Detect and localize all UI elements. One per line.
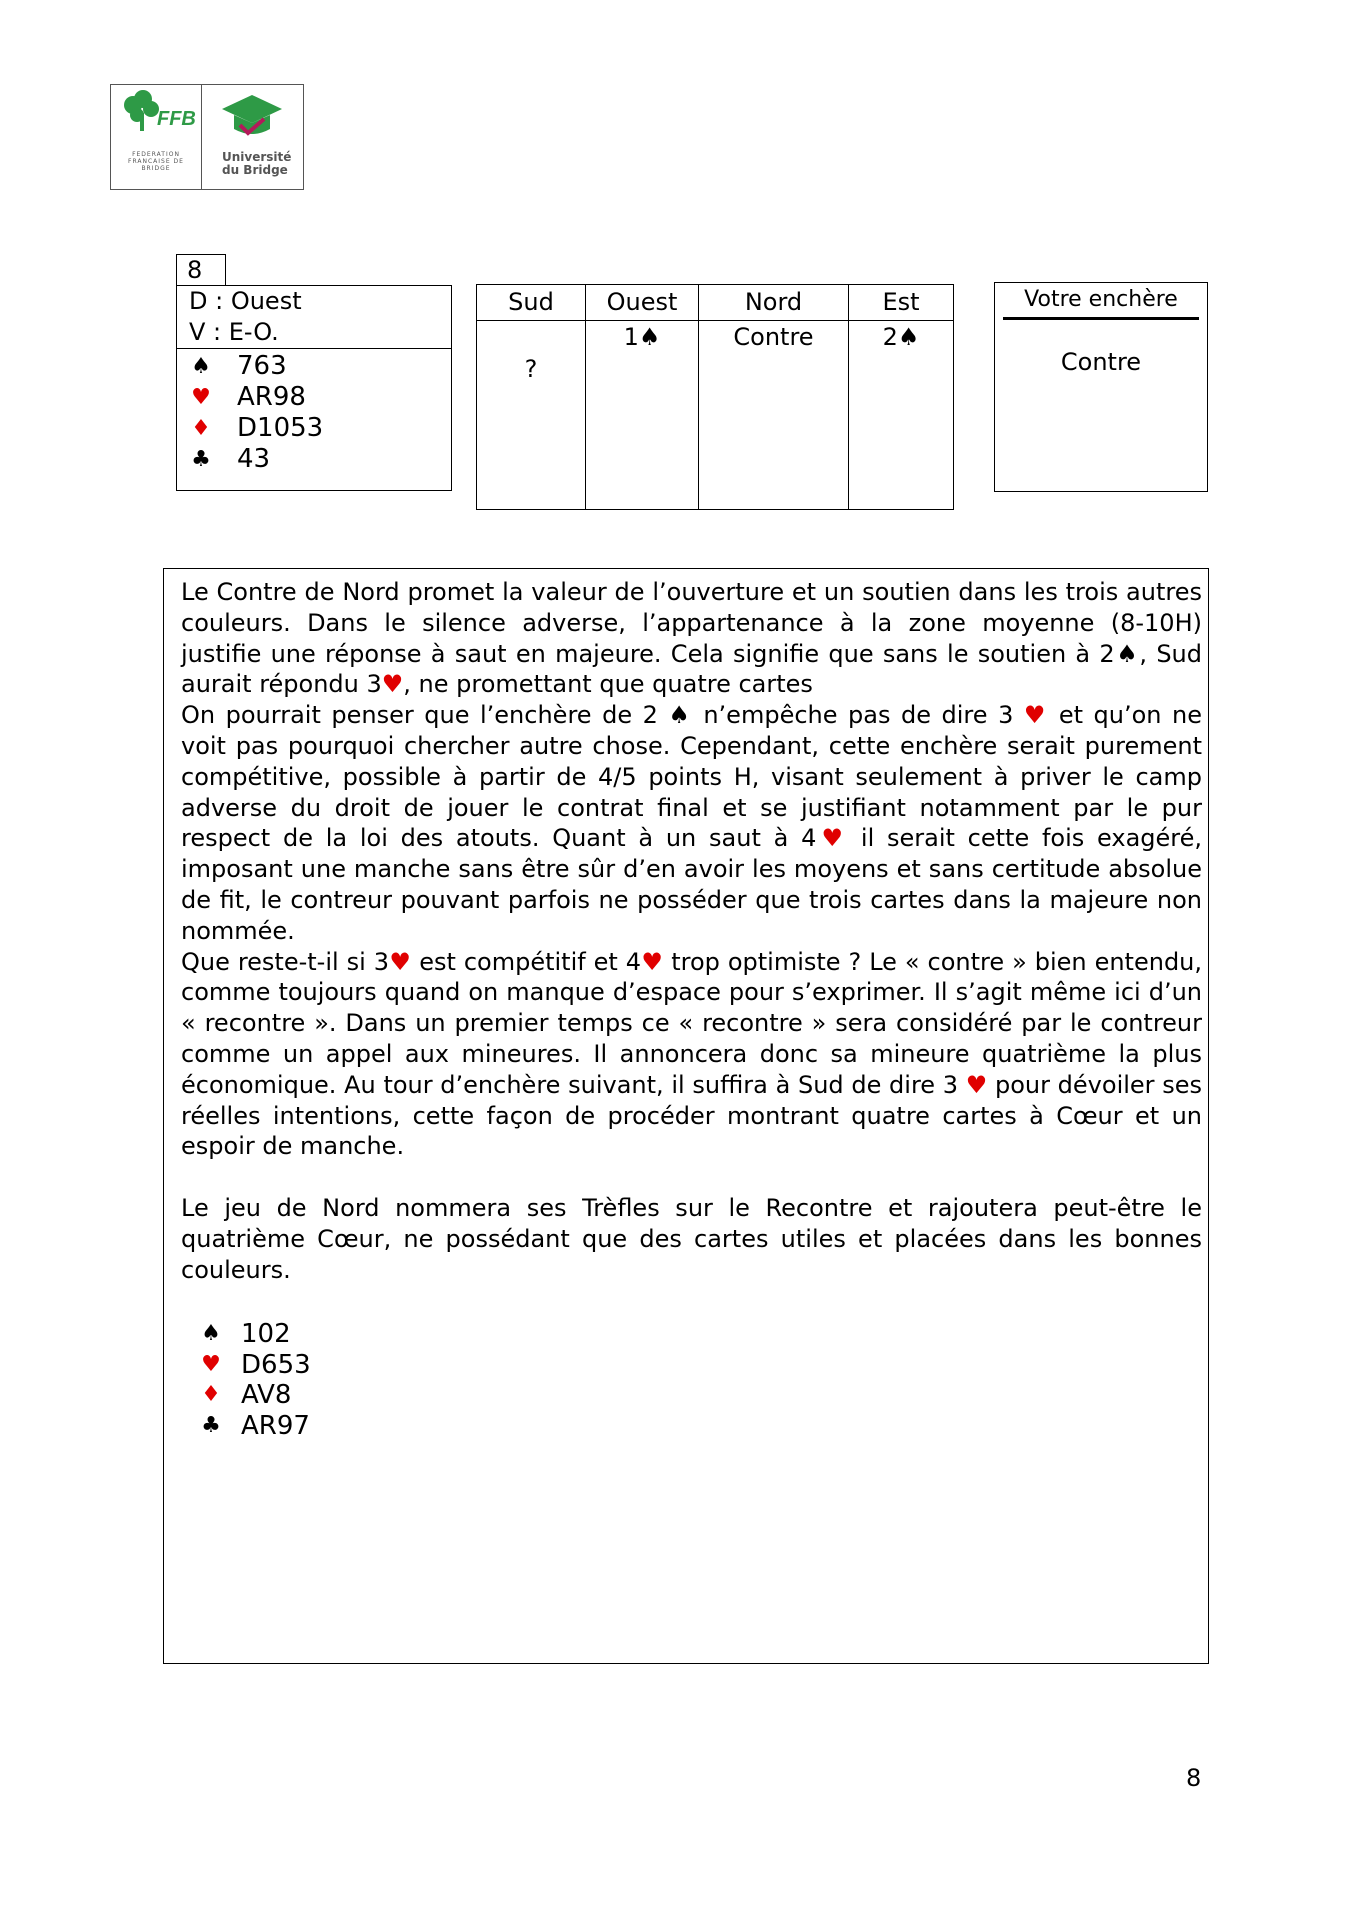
bid-header-ouest: Ouest (586, 285, 698, 321)
clubs-cards: 43 (237, 444, 271, 474)
ffb-short-text: FFB (157, 108, 196, 130)
commentary-box (163, 568, 1209, 1664)
red-suit-icon: ♥ (816, 824, 849, 853)
ffb-logo (111, 85, 202, 189)
bid-col-est (849, 285, 953, 509)
bid-header-nord: Nord (699, 285, 848, 321)
north-hand (181, 1319, 1202, 1441)
north-spades-cards: 102 (241, 1319, 291, 1350)
club-icon: ♣ (191, 447, 211, 472)
hearts-cards: AR98 (237, 382, 306, 412)
mortarboard-icon (202, 85, 302, 149)
heart-icon: ♥ (191, 385, 211, 410)
comment-paragraph-1: Le Contre de Nord promet la valeur de l’ouverture et un soutien dans les trois autres couleurs. Dans le silence adverse, l’appartenance à la zone moyenne (8-10H) justifie une réponse à saut en majeure. Cela signifie que sans le soutien à 2♠, Sud aurait répondu 3♥, ne promettant que quatre cartes (181, 578, 1202, 699)
club-icon: ♣ (201, 1412, 221, 1438)
votre-enchere-title: Votre enchère (1003, 285, 1199, 320)
north-row-spades (181, 1319, 1202, 1350)
dealer: D : Ouest (189, 287, 302, 315)
comment-paragraph-3: Que reste-t-il si 3♥ est compétitif et 4♥ trop optimiste ? Le « contre » bien entendu, comme toujours quand on manque d’espace pour s’exprimer. Il s’agit même ici d’un « recontre ». Dans un premier temps ce « recontre » sera considéré par le contreur comme un appel aux mineures. Il annoncera donc sa mineure quatrième la plus économique. Au tour d’enchère suivant, il suffira à Sud de dire 3 ♥ pour dévoiler ses réelles intentions, cette façon de procéder montrant quatre cartes à Cœur et un espoir de manche. (181, 947, 1203, 1161)
bid-col-sud (477, 285, 586, 509)
hand-row-diamonds (177, 413, 451, 444)
logo (110, 84, 304, 190)
univ-logo (202, 85, 303, 189)
univ-line2: du Bridge (222, 163, 288, 177)
ffb-text: FEDERATION FRANCAISE DE BRIDGE (128, 151, 184, 172)
votre-enchere-box (994, 282, 1208, 492)
vulnerability: V : E-O. (189, 318, 279, 346)
votre-enchere-answer: Contre (1060, 348, 1142, 376)
north-clubs-cards: AR97 (241, 1410, 310, 1441)
bid-est: 2♠ (882, 323, 920, 351)
diamond-icon: ♦ (201, 1382, 221, 1408)
north-row-hearts (181, 1350, 1202, 1381)
univ-line1: Université (222, 150, 292, 164)
hand-row-hearts (177, 382, 451, 413)
bid-header-sud: Sud (477, 285, 585, 321)
bid-nord: Contre (733, 323, 814, 351)
page-number: 8 (1186, 1764, 1202, 1792)
red-suit-icon: ♥ (641, 947, 664, 976)
red-suit-icon: ♥ (381, 670, 404, 699)
bid-sud: ? (524, 355, 538, 383)
north-diamonds-cards: AV8 (241, 1380, 292, 1411)
bid-col-ouest (586, 285, 699, 509)
deal-header (177, 286, 451, 349)
deal-number: 8 (176, 254, 226, 286)
comment-paragraph-2: On pourrait penser que l’enchère de 2 ♠ n’empêche pas de dire 3 ♥ et qu’on ne voit pas pourquoi chercher autre chose. Cependant, cette enchère serait purement compétitive, possible à partir de 4/5 points H, visant seulement à priver le camp adverse du droit de jouer le contrat final et se justifiant notamment par le pur respect de la loi des atouts. Quant à un saut à 4♥ il serait cette fois exagéré, imposant une manche sans être sûr d’en avoir les moyens et sans certitude absolue de fit, le contreur pouvant parfois ne posséder que trois cartes dans la majeure non nommée. (181, 701, 1203, 945)
bidding-table (476, 284, 954, 510)
red-suit-icon: ♥ (1023, 701, 1049, 730)
heart-icon: ♥ (201, 1351, 221, 1377)
spade-icon: ♠ (201, 1321, 221, 1347)
north-row-clubs (181, 1411, 1202, 1442)
spade-icon: ♠ (191, 354, 211, 379)
red-suit-icon: ♥ (965, 1070, 988, 1099)
hand-row-clubs (177, 444, 451, 475)
comment-paragraph-4: Le jeu de Nord nommera ses Trèfles sur le Recontre et rajoutera peut-être le quatrième Cœur, ne possédant que des cartes utiles et placées dans les bonnes couleurs. (181, 1193, 1202, 1284)
spades-cards: 763 (237, 351, 287, 381)
bid-header-est: Est (849, 285, 953, 321)
red-suit-icon: ♥ (389, 947, 412, 976)
ffb-tree-icon (111, 85, 199, 149)
bid-ouest: 1♠ (623, 323, 661, 351)
hand-row-spades (177, 351, 451, 382)
north-hearts-cards: D653 (241, 1349, 311, 1380)
diamond-icon: ♦ (191, 416, 211, 441)
diamonds-cards: D1053 (237, 413, 324, 443)
deal-box (176, 285, 452, 491)
bid-col-nord (699, 285, 849, 509)
south-hand (177, 349, 451, 475)
north-row-diamonds (181, 1380, 1202, 1411)
